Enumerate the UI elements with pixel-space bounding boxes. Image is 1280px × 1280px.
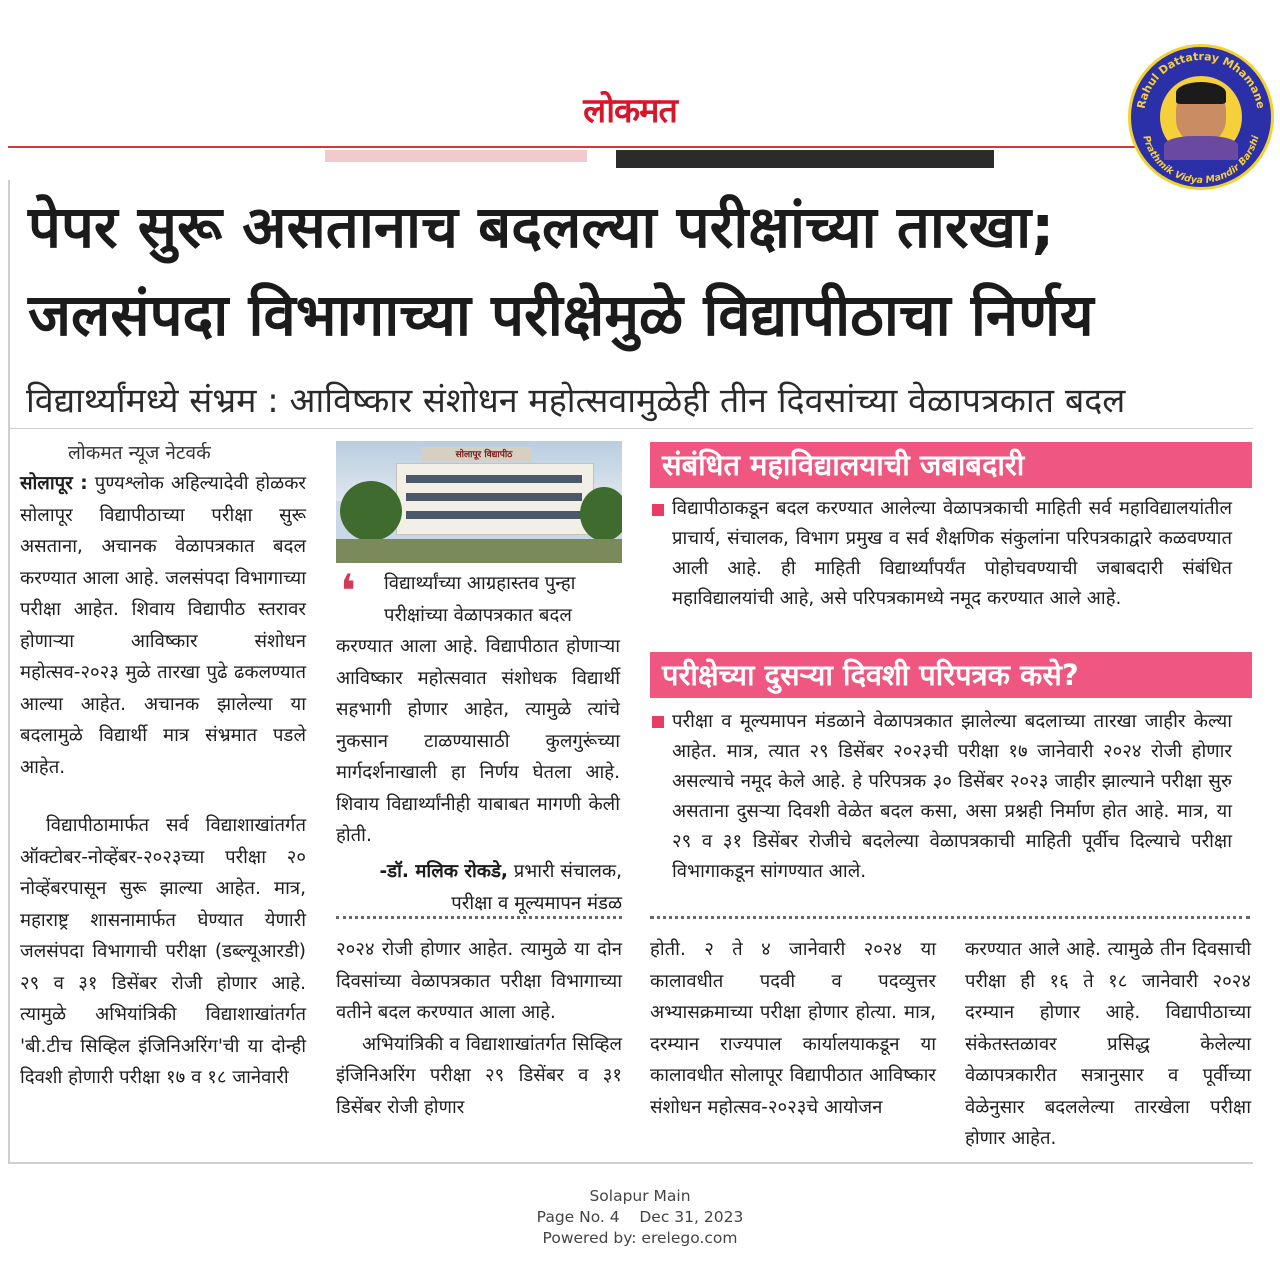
footer-page-date [440,1207,840,1228]
university-building-photo [336,441,622,563]
column-2-paragraph-2: अभियांत्रिकी व विद्याशाखांतर्गत सिव्हिल इंजिनिअरिंग परीक्षा २९ डिसेंबर व ३१ डिसेंबर रोजी होणार [336,1033,622,1118]
masthead-rule [8,146,1248,148]
column-2-paragraph-1: २०२४ रोजी होणार आहेत. त्यामुळे या दोन दिवसांच्या वेळापत्रकात परीक्षा विभागाच्या वतीने बदल करण्यात आला आहे. [336,939,622,1023]
box-2-title: परीक्षेच्या दुसऱ्या दिवशी परिपत्रक कसे? [650,652,1252,698]
newspaper-logo: लोकमत [583,91,677,131]
footer-edition: Solapur Main [589,1187,691,1205]
photo-building-sign: सोलापूर विद्यापीठ [455,450,513,460]
section-strip-left [325,150,587,162]
section-strip-right [616,150,994,168]
badge-name: Rahul Dattatray Mhamane [1134,49,1268,110]
footer-date: Dec 31, 2023 [639,1208,744,1226]
quote-attribution [344,856,622,919]
square-bullet-icon [652,504,664,516]
byline: लोकमत न्यूज नेटवर्क [68,442,211,464]
badge-ring-text [1128,44,1274,190]
dotted-divider [336,916,622,919]
svg-text:Rahul Dattatray Mhamane [1135,50,1268,110]
dateline: सोलापूर : [20,473,88,494]
quote-body: करण्यात आला आहे. विद्यापीठात होणाऱ्या आविष्कार महोत्सवात संशोधक विद्यार्थी सहभागी होणार आहेत, त्यामुळे त्यांचे नुकसान टाळण्यासाठी कुलगुरूंच्या मार्गदर्शनाखाली हा निर्णय घेतला आहे. शिवाय विद्यार्थ्यांनीही याबाबत मागणी केली होती. [336,636,620,846]
column-1-text-1: पुण्यश्लोक अहिल्यादेवी होळकर सोलापूर विद्यापीठाच्या परीक्षा सुरू असताना, अचानक वेळापत्रकात बदल करण्यात आला आहे. जलसंपदा विभागाच्या परीक्षा आहेत. शिवाय विद्यापीठ स्तरावर होणाऱ्या आविष्कार संशोधन महोत्सव-२०२३ मुळे तारखा पुढे ढकलण्यात आल्या आहेत. अचानक झालेल्या या बदलामुळे विद्यार्थी मात्र संभ्रमात पडले आहेत. [20,473,306,778]
column-4-text: करण्यात आले आहे. त्यामुळे तीन दिवसाची परीक्षा ही १६ ते १८ जानेवारी २०२४ दरम्यान होणार आहे. विद्यापीठाच्या संकेतस्तळावर प्रसिद्ध केलेल्या वेळापत्रकारीत सत्रानुसार व पूर्वीच्या वेळेनुसार बदललेल्या तारखेला परीक्षा होणार आहेत. [965,939,1251,1149]
subheadline: विद्यार्थ्यांमध्ये संभ्रम : आविष्कार संशोधन महोत्सवामुळेही तीन दिवसांच्या वेळापत्रकात बदल [26,381,1126,421]
quote-line-1: विद्यार्थ्यांच्या आग्रहास्तव पुन्हा [384,573,576,594]
box-1-text: विद्यापीठाकडून बदल करण्यात आलेल्या वेळापत्रकाची माहिती सर्व महाविद्यालयांतील प्राचार्य, संचालक, विभाग प्रमुख व सर्व शैक्षणिक संकुलांना परिपत्रकाद्वारे कळवण्यात आली आहे. ही माहिती विद्यार्थ्यांपर्यंत पोहोचवण्याची जबाबदारी संबंधित महाविद्यालयांची आहे, असे परिपत्रकामध्ये नमूद करण्यात आले आहे. [672,498,1232,609]
subhead-rule [8,428,1253,429]
column-1-text-2: विद्यापीठामार्फत सर्व विद्याशाखांतर्गत ऑक्टोबर-नोव्हेंबर-२०२३च्या परीक्षा २० नोव्हेंबरपासून सुरू झाल्या आहेत. मात्र, महाराष्ट्र शासनामार्फत घेण्यात येणारी जलसंपदा विभागाची परीक्षा (डब्ल्यूआरडी) २९ व ३१ डिसेंबर रोजी होणार आहे. त्यामुळे अभियांत्रिकी विद्याशाखांतर्गत 'बी.टीच सिव्हिल इंजिनिअरिंग'ची या दोन्ही दिवशी होणारी परीक्षा १७ व १८ जानेवारी [20,815,306,1088]
column-3-text: होती. २ ते ४ जानेवारी २०२४ या कालावधीत पदवी व पदव्युत्तर अभ्यासक्रमाच्या परीक्षा होणार होत्या. मात्र, दरम्यान राज्यपाल कार्यालयाकडून या कालावधीत सोलापूर विद्यापीठात आविष्कार संशोधन महोत्सव-२०२३चे आयोजन [650,939,936,1118]
column-1-paragraph-2 [20,810,306,1094]
quote-author-name: -डॉ. मलिक रोकडे, [379,861,508,882]
footer-page: Page No. 4 [536,1208,620,1226]
headline-line-2: जलसंपदा विभागाच्या परीक्षेमुळे विद्यापीठाचा निर्णय [28,281,1094,349]
column-2-text [336,934,622,1123]
square-bullet-icon [652,716,664,728]
quote-author-role: प्रभारी संचालक, [507,861,622,882]
badge-school: Prathmik Vidya Mandir Barshi [1140,134,1262,187]
footer-powered-by: Powered by: erelego.com [542,1229,738,1247]
column-1-paragraph-1 [20,468,306,783]
box-2-text: परीक्षा व मूल्यमापन मंडळाने वेळापत्रकात झालेल्या बदलाच्या तारखा जाहीर केल्या आहेत. मात्र, त्यात २९ डिसेंबर २०२३ची परीक्षा १७ जानेवारी २०२४ रोजी होणार असल्याचे नमूद केले आहे. हे परिपत्रक ३० डिसेंबर २०२३ जाहीर झाल्याने परीक्षा सुरु असताना दुसऱ्या दिवशी वेळेत बदल कसा, असा प्रश्नही निर्माण होत आहे. मात्र, या २९ व ३१ डिसेंबर रोजीचे बदलेल्या वेळापत्रकाची माहिती पूर्वीच दिल्याचे परीक्षा विभागाकडून सांगण्यात आले. [672,711,1232,882]
dotted-divider [650,916,1250,919]
pull-quote [336,564,620,852]
svg-text:Prathmik Vidya Mandir Barshi [1140,134,1261,186]
quote-line-2: परीक्षांच्या वेळापत्रकात बदल [384,604,572,626]
quote-mark-icon: ❛ [340,564,356,618]
headline-line-1: पेपर सुरू असतानाच बदलल्या परीक्षांच्या तारखा; [28,193,1055,261]
quote-author-dept: परीक्षा व मूल्यमापन मंडळ [451,892,622,914]
box-1-title: संबंधित महाविद्यालयाची जबाबदारी [650,442,1252,488]
